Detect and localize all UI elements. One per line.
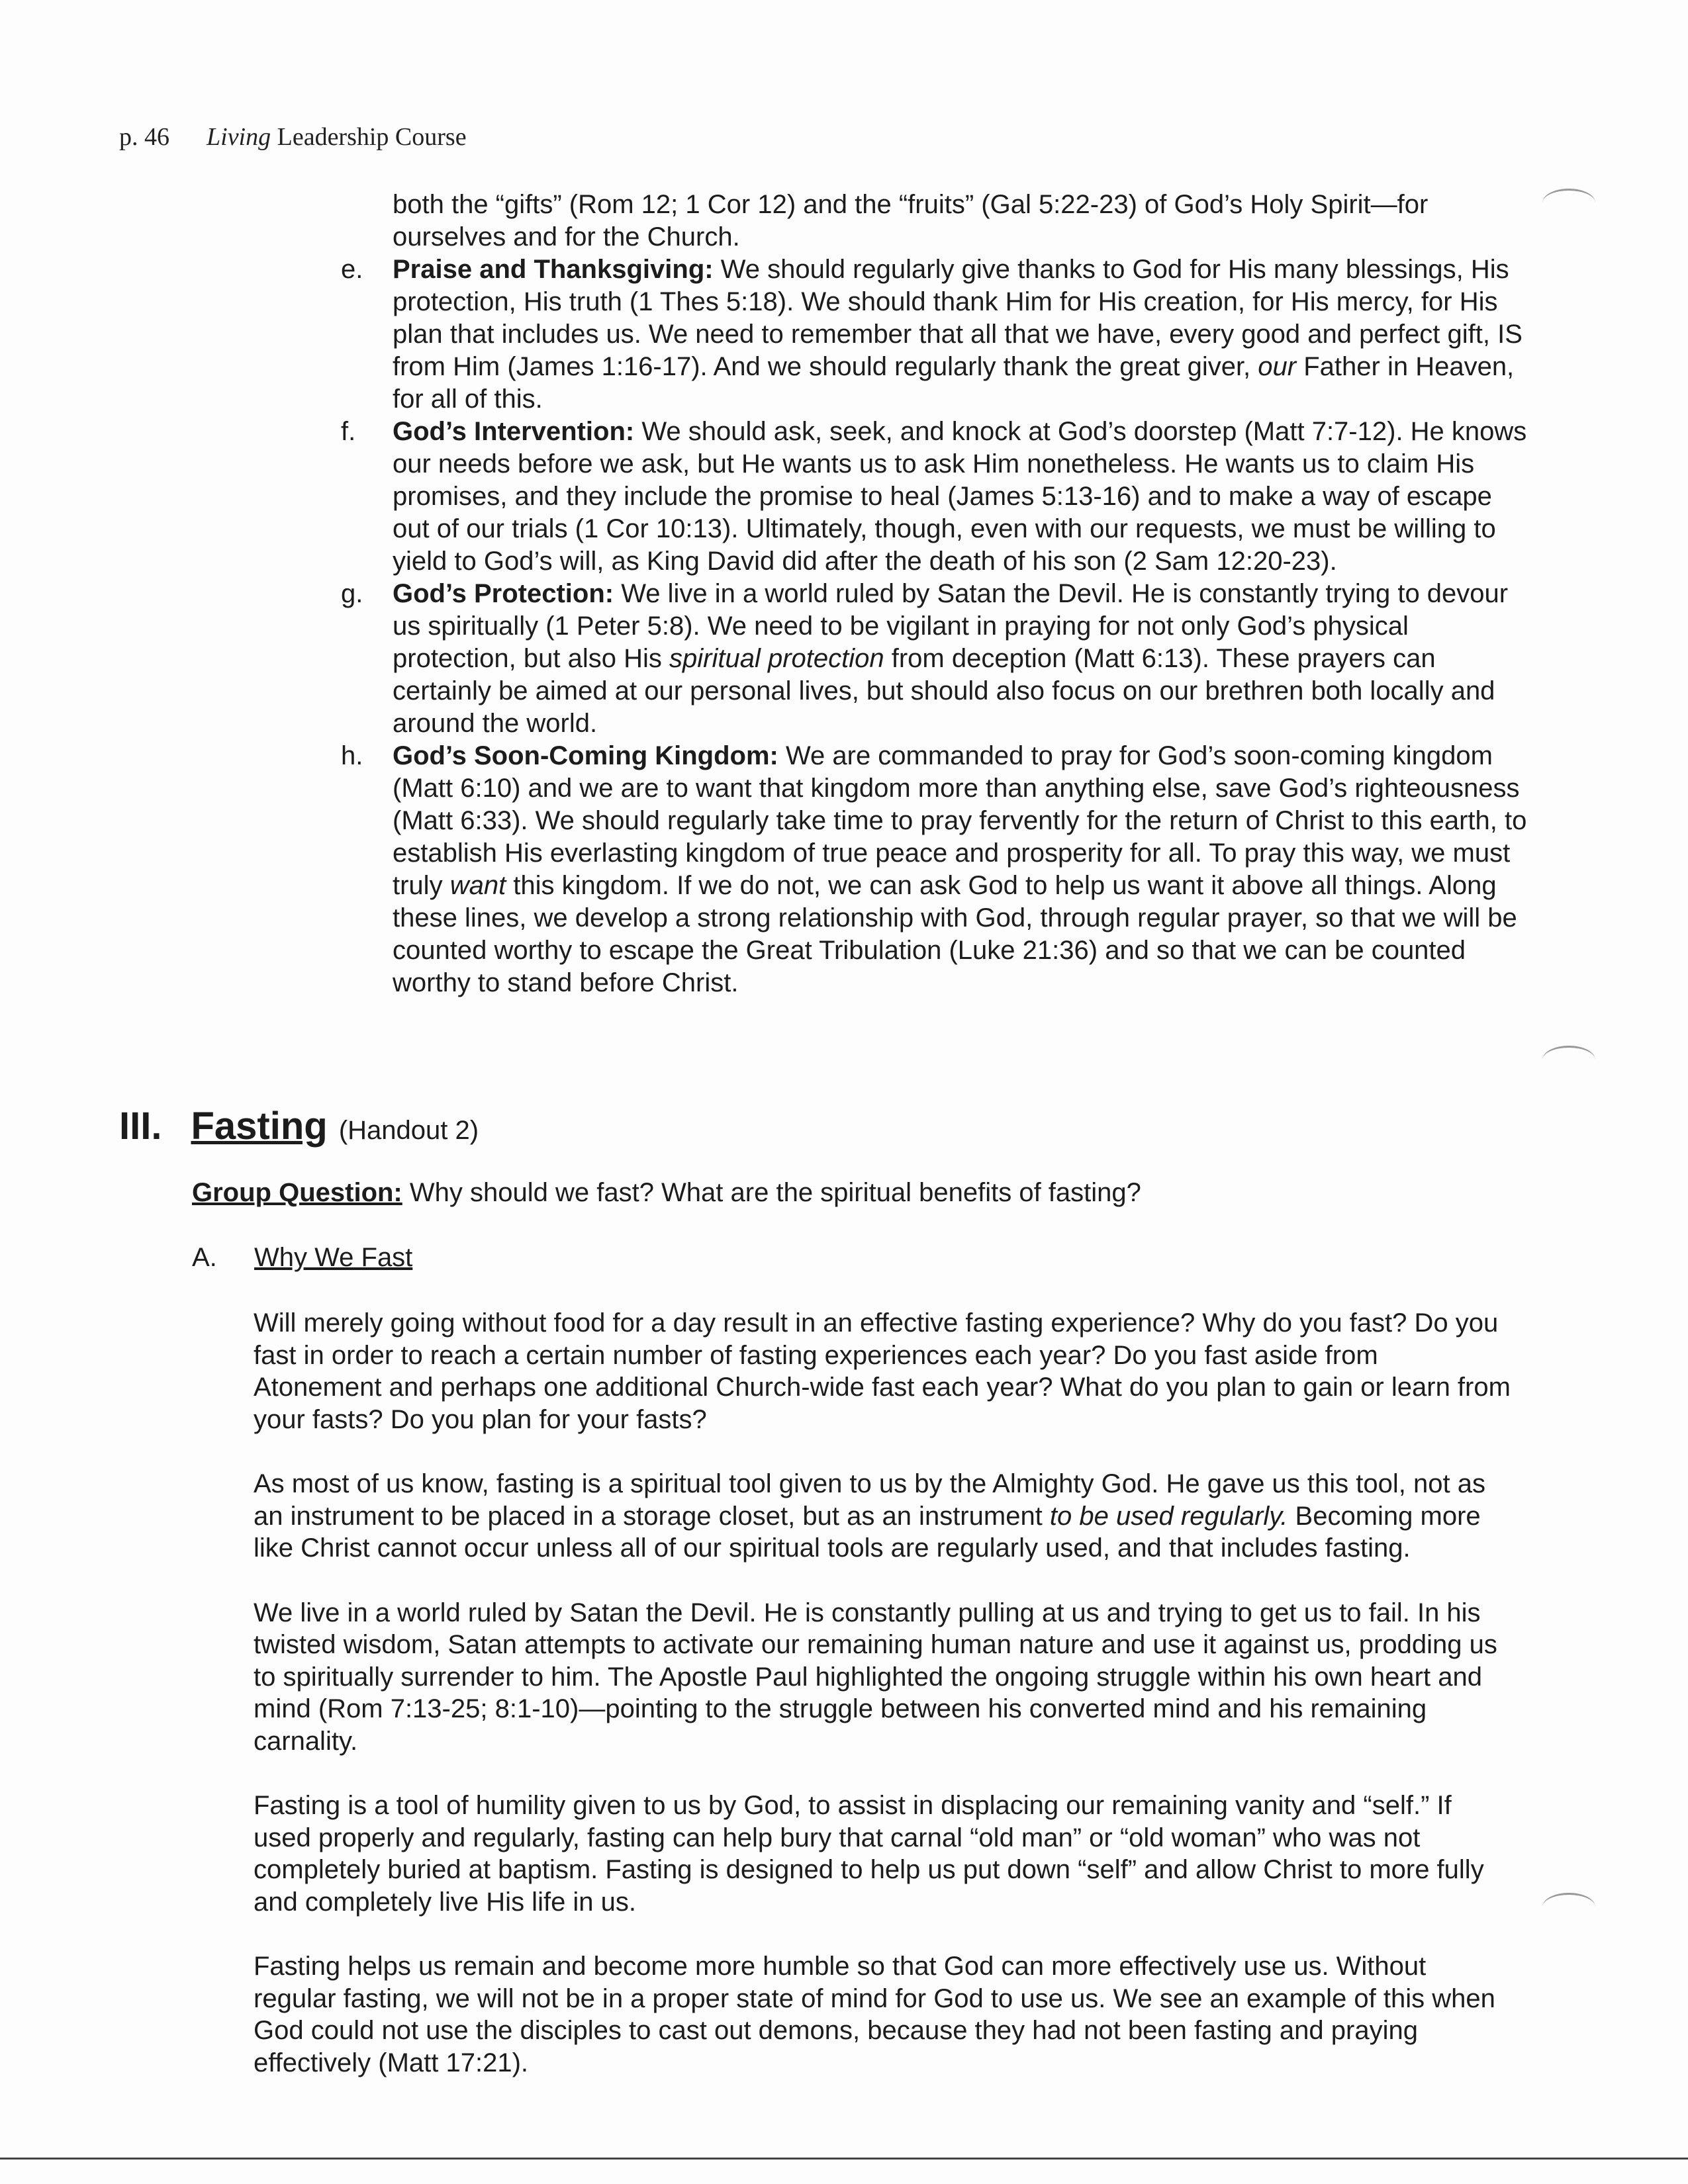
- item-text: [393, 255, 1523, 414]
- section-note: (Handout 2): [338, 1116, 479, 1145]
- continuation-text: both the “gifts” (Rom 12; 1 Cor 12) and the “fruits” (Gal 5:22-23) of God’s Holy Spirit—for ourselves and for the Church.: [393, 190, 1429, 251]
- group-question: [192, 1178, 1141, 1208]
- list-item-g: [341, 578, 1532, 740]
- item-letter: h.: [341, 741, 363, 770]
- group-question-text: Why should we fast? What are the spiritual benefits of fasting?: [402, 1178, 1141, 1207]
- subsection-title: Why We Fast: [254, 1243, 413, 1272]
- item-title: God’s Intervention:: [393, 417, 635, 446]
- item-title: God’s Soon-Coming Kingdom:: [393, 741, 778, 770]
- section-title: Fasting: [191, 1105, 328, 1148]
- course-title-italic: Living: [207, 123, 271, 151]
- item-text: [393, 417, 1526, 576]
- paragraph: Fasting is a tool of humility given to us by God, to assist in displacing our remaining vanity and “self.” If used properly and regularly, fasting can help bury that carnal “old man” or “old woman” who was not completely buried at baptism. Fasting is designed to help us put down “self” and allow Christ to more fully and completely live His life in us.: [254, 1791, 1484, 1917]
- subsection-heading: [192, 1243, 412, 1273]
- item-letter: e.: [341, 255, 363, 284]
- paragraph: [254, 1468, 1511, 1565]
- section-numeral: III.: [119, 1105, 162, 1148]
- item-body-end: this kingdom. If we do not, we can ask God to help us want it above all things. Along these lines, we develop a strong relationship with God, through regular prayer, so that we will be counted worthy to escape the Great Tribulation (Luke 21:36) and so that we can be counted worthy to stand before Christ.: [393, 871, 1517, 997]
- list-item-f: [341, 416, 1532, 578]
- paragraph: We live in a world ruled by Satan the Devil. He is constantly pulling at us and trying to get us to fail. In his twisted wisdom, Satan attempts to activate our remaining human nature and use it against us, prodding us to spiritually surrender to him. The Apostle Paul highlighted the ongoing struggle within his own heart and mind (Rom 7:13-25; 8:1-10)—pointing to the struggle between his converted mind and his remaining carnality.: [254, 1598, 1497, 1756]
- subsection-letter: A.: [192, 1243, 217, 1272]
- item-letter: f.: [341, 417, 356, 446]
- item-body-end: Father in Heaven, for all of this.: [393, 352, 1515, 414]
- scan-artifact: [1542, 189, 1595, 217]
- bottom-rule: [0, 2158, 1688, 2160]
- group-question-label: Group Question:: [192, 1178, 402, 1207]
- item-text: [393, 579, 1508, 738]
- paragraph: Will merely going without food for a day result in an effective fasting experience? Why do you fast? Do you fast in order to reach a certain number of fasting experiences each year? Do you fast aside from Atonement and perhaps one additional Church-wide fast each year? What do you plan to gain or learn from your fasts? Do you plan for your fasts?: [254, 1308, 1511, 1434]
- list-continuation: [341, 189, 1532, 253]
- prayer-topics-list: [341, 189, 1532, 999]
- item-emphasis: spiritual protection: [669, 644, 884, 673]
- item-body-end: from deception (Matt 6:13). These prayers can certainly be aimed at our personal lives, but should also focus on our brethren both locally and around the world.: [393, 644, 1495, 738]
- paragraph-emphasis: to be used regularly.: [1049, 1501, 1288, 1531]
- item-title: God’s Protection:: [393, 579, 614, 608]
- item-emphasis: our: [1258, 352, 1297, 381]
- item-text: [393, 741, 1526, 997]
- course-title-rest: Leadership Course: [271, 123, 467, 151]
- item-body: We should regularly give thanks to God for His many blessings, His protection, His truth (1 Thes 5:18). We should thank Him for His creation, for His mercy, for His plan that includes us. We need to remember that all that we have, every good and perfect gift, IS from Him (James 1:16-17). And we should regularly thank the great giver,: [393, 255, 1523, 381]
- scan-artifact: [1542, 1046, 1595, 1074]
- body-paragraphs: [254, 1307, 1511, 2111]
- list-item-e: [341, 253, 1532, 416]
- item-letter: g.: [341, 579, 363, 608]
- list-item-h: [341, 740, 1532, 999]
- scan-artifact: [1542, 1893, 1595, 1921]
- section-heading: [119, 1104, 479, 1148]
- item-title: Praise and Thanksgiving:: [393, 255, 714, 284]
- running-header: [119, 122, 467, 152]
- item-body: We live in a world ruled by Satan the Devil. He is constantly trying to devour us spiritually (1 Peter 5:8). We need to be vigilant in praying for not only God’s physical protection, but also His: [393, 579, 1509, 673]
- course-title: [207, 123, 467, 151]
- item-body: We are commanded to pray for God’s soon-coming kingdom (Matt 6:10) and we are to want that kingdom more than anything else, save God’s righteousness (Matt 6:33). We should regularly take time to pray fervently for the return of Christ to this earth, to establish His everlasting kingdom of true peace and prosperity for all. To pray this way, we must truly: [393, 741, 1527, 900]
- paragraph: Fasting helps us remain and become more humble so that God can more effectively use us. Without regular fasting, we will not be in a proper state of mind for God to use us. We see an example of this when God could not use the disciples to cast out demons, because they had not been fasting and praying effectively (Matt 17:21).: [254, 1952, 1495, 2077]
- paragraph-text: As most of us know, fasting is a spiritual tool given to us by the Almighty God. He gave us this tool, not as an instrument to be placed in a storage closet, but as an instrument: [254, 1469, 1485, 1531]
- paragraph-text-end: Becoming more like Christ cannot occur unless all of our spiritual tools are regularly used, and that includes fasting.: [254, 1501, 1481, 1563]
- item-emphasis: want: [449, 871, 506, 900]
- item-body: We should ask, seek, and knock at God’s doorstep (Matt 7:7-12). He knows our needs before we ask, but He wants us to ask Him nonetheless. He wants us to claim His promises, and they include the promise to heal (James 5:13-16) and to make a way of escape out of our trials (1 Cor 10:13). Ultimately, though, even with our requests, we must be willing to yield to God’s will, as King David did after the death of his son (2 Sam 12:20-23).: [393, 417, 1527, 576]
- page-number: p. 46: [119, 123, 169, 151]
